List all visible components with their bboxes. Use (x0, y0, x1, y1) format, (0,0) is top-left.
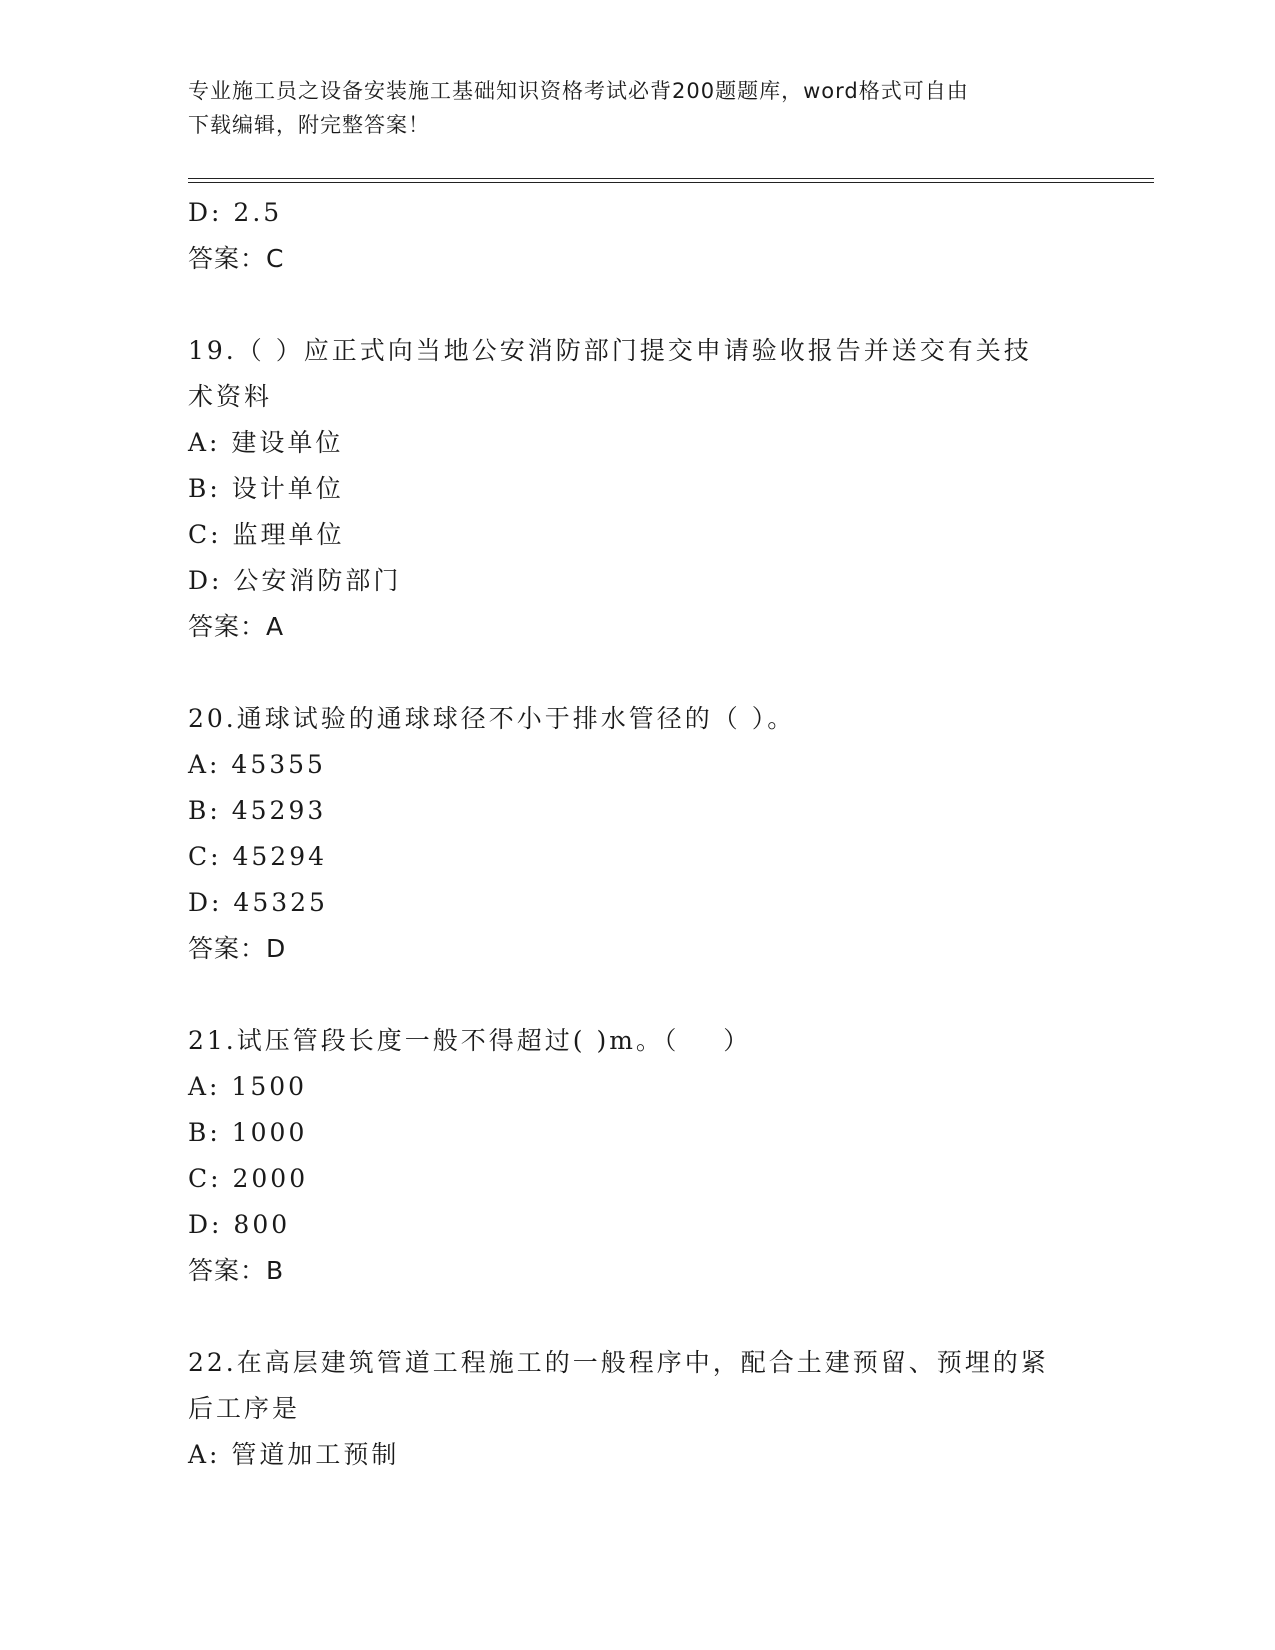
question-22 (188, 1340, 1088, 1478)
option-c: C: 2000 (188, 1164, 309, 1193)
option-d: D: 公安消防部门 (188, 566, 402, 595)
option-a: A: 45355 (188, 750, 326, 779)
option-c: C: 45294 (188, 842, 328, 871)
option-b: B: 45293 (188, 796, 327, 825)
answer: 答案：A (188, 612, 285, 641)
question-text-line-1: 21.试压管段长度一般不得超过( )m。（ ） (188, 1026, 752, 1055)
option-b: B: 设计单位 (188, 474, 344, 503)
option-c: C: 监理单位 (188, 520, 345, 549)
answer: 答案：D (188, 934, 287, 963)
question-text-line-1: 19.（ ）应正式向当地公安消防部门提交申请验收报告并送交有关技 (188, 336, 1032, 365)
option-b: B: 1000 (188, 1118, 308, 1147)
question-text-line-1: 20.通球试验的通球球径不小于排水管径的（ ）。 (188, 704, 796, 733)
header-line-2: 下载编辑，附完整答案！ (188, 113, 430, 137)
option-a: A: 1500 (188, 1072, 308, 1101)
document-body (188, 190, 1088, 1478)
option-a: A: 管道加工预制 (188, 1440, 400, 1469)
document-header (188, 74, 1088, 142)
option-a: A: 建设单位 (188, 428, 344, 457)
question-text-line-2: 后工序是 (188, 1394, 301, 1423)
option-d: D: 45325 (188, 888, 328, 917)
answer: 答案：B (188, 1256, 285, 1285)
question-20 (188, 696, 1088, 972)
question-21 (188, 1018, 1088, 1294)
header-divider-top (188, 178, 1154, 179)
question-19 (188, 328, 1088, 650)
option-d: D: 2.5 (188, 198, 283, 227)
header-line-1: 专业施工员之设备安装施工基础知识资格考试必背200题题库，word格式可自由 (188, 79, 969, 103)
option-d: D: 800 (188, 1210, 291, 1239)
answer: 答案：C (188, 244, 285, 273)
question-text-line-2: 术资料 (188, 382, 273, 411)
question-text-line-1: 22.在高层建筑管道工程施工的一般程序中，配合土建预留、预埋的紧 (188, 1348, 1049, 1377)
header-divider-bottom (188, 182, 1154, 183)
